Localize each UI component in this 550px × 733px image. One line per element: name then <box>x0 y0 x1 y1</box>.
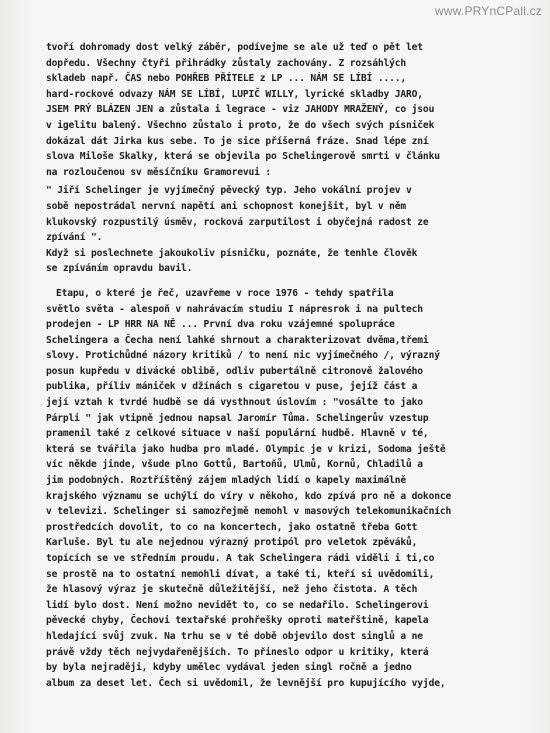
text-line: hard-rockové odvazy NÁM SE LÍBÍ, LUPIČ WILLY, lyrické skladby JARO, <box>46 88 423 100</box>
text-line: světlo světa - alespoň v nahrávacím studiu I nápresrok i na pultech <box>46 303 423 315</box>
text-line: pěvecké chyby, Čechovi textařské prohřešky oproti mateřštině, kapela <box>46 615 429 627</box>
paragraph-2 <box>46 246 546 277</box>
document-body <box>46 40 546 691</box>
text-line: tvoří dohromady dost velký záběr, podívejme se ale už teď o pět let <box>46 42 423 53</box>
site-watermark: www.PRYnCPall.cz <box>434 4 542 18</box>
text-line: se prostě na to ostatní nemohli dívat, a také ti, kteří si uvědomili, <box>46 568 435 580</box>
text-line: která se tvářila jako hudba pro mladé. Olympic je v krizi, Sodoma ještě <box>46 443 446 455</box>
text-line: krajského významu se uchýlí do víry v někoho, kdo zpívá pro ně a dokonce <box>46 490 452 502</box>
text-line: hledající svůj zvuk. Na trhu se v té době objevilo dost singlů a ne <box>46 630 423 642</box>
quote-line: " Jiří Schelinger je vyjímečný pěvecký typ. Jeho vokální projev v <box>46 185 412 197</box>
text-line: se zpíváním opravdu bavil. <box>46 263 193 275</box>
paragraph-1 <box>46 40 546 180</box>
text-line: jim podobných. Roztříštěný zájem mladých lidí o kapely maximálně <box>46 475 407 487</box>
text-line: posun kupředu v divácké oblibě, odliv pubertálně citronově žalového <box>46 365 423 377</box>
text-line: na rozloučenou sv měsíčníku Gramorevui : <box>46 166 272 178</box>
quote-line: sobě nepostrádal nervní napětí ani schopnost konejšit, byl v něm <box>46 200 407 212</box>
text-line: Párpli " jak vtipně jednou napsal Jaromír Tůma. Schelingerův vzestup <box>46 412 429 424</box>
text-line: prodejen - LP HRR NA NĚ ... První dva roku vzájemné spolupráce <box>46 319 395 331</box>
paragraph-3 <box>46 286 546 691</box>
text-line: Když si poslechnete jakoukoliv písničku, poznáte, že tenhle člověk <box>46 247 418 259</box>
text-line: dopředu. Všechny čtyři přihrádky zůstaly zachovány. Z rozsáhlých <box>46 57 407 69</box>
quote-block <box>46 183 546 245</box>
text-line: prostředcích dovolit, to co na koncertech, jako ostatně třeba Gott <box>46 521 418 533</box>
text-line: publika, příliv mániček v džínách s cigaretou v puse, jejíž část a <box>46 381 418 393</box>
text-line: Etapu, o které je řeč, uzavřeme v roce 1976 - tehdy spatřila <box>56 287 394 299</box>
text-line: lidí bylo dost. Není možno nevidět to, co se nedařilo. Schelingerovi <box>46 599 429 611</box>
text-line: JSEM PRÝ BLÁZEN JEN a zůstala i legrace - viz JAHODY MRAŽENÝ, co jsou <box>46 104 435 116</box>
text-line: právě vždy těch nejvydařenějších. To přineslo odpor u kritiky, která <box>46 646 429 658</box>
text-line: slovy. Protichůdné názory kritiků / to není nic vyjímečného /, výrazný <box>46 350 440 362</box>
text-line: slova Miloše Skalky, která se objevila po Schelingerově smrti v článku <box>46 151 440 163</box>
text-line: její vztah k tvrdé hudbě se dá vysthnout úslovím : "vosálte to jako <box>46 397 423 409</box>
text-line: pramenil také z celkové situace v naší populární hudbě. Hlavně v té, <box>46 428 429 440</box>
text-line: by byla nejraději, kdyby umělec vydával jeden singl ročně a jedno <box>46 662 412 674</box>
text-line: dokázal dát Jirka kus sebe. To je sice příšerná fráze. Snad lépe zní <box>46 135 429 147</box>
quote-line: zpívání ". <box>46 232 103 244</box>
quote-line: klukovský rozpustilý úsměv, rocková zarputilost i obyčejná radost ze <box>46 216 429 228</box>
text-line: topících se ve středním proudu. A tak Schelingera rádi viděli i ti,co <box>46 553 435 564</box>
text-line: v igelitu balený. Všechno zůstalo i proto, že do všech svých písniček <box>46 119 435 131</box>
text-line: Karluše. Byl tu ale nejednou výrazný protipól pro veletok zpěváků, <box>46 537 418 549</box>
text-line: v televizi. Schelinger si samozřejmě nemohl v masových telekomunikačních <box>46 506 452 518</box>
text-line: album za deset let. Čech si uvědomil, že levnější pro kupujícího vyjde, <box>46 677 446 689</box>
text-line: Schelingera a Čecha není lahké shrnout a charakterizovat dvěma,třemi <box>46 334 429 346</box>
text-line: že hlasový výraz je skutečně důležitější, než jeho čistota. A těch <box>46 584 418 596</box>
text-line: víc někde jinde, všude plno Gottů, Bartoňů, Ulmů, Kornů, Chladilů a <box>46 459 423 471</box>
text-line: skladeb např. ČAS nebo POHŘEB PŘÍTELE z LP ... NÁM SE LÍBÍ ...., <box>46 73 407 85</box>
